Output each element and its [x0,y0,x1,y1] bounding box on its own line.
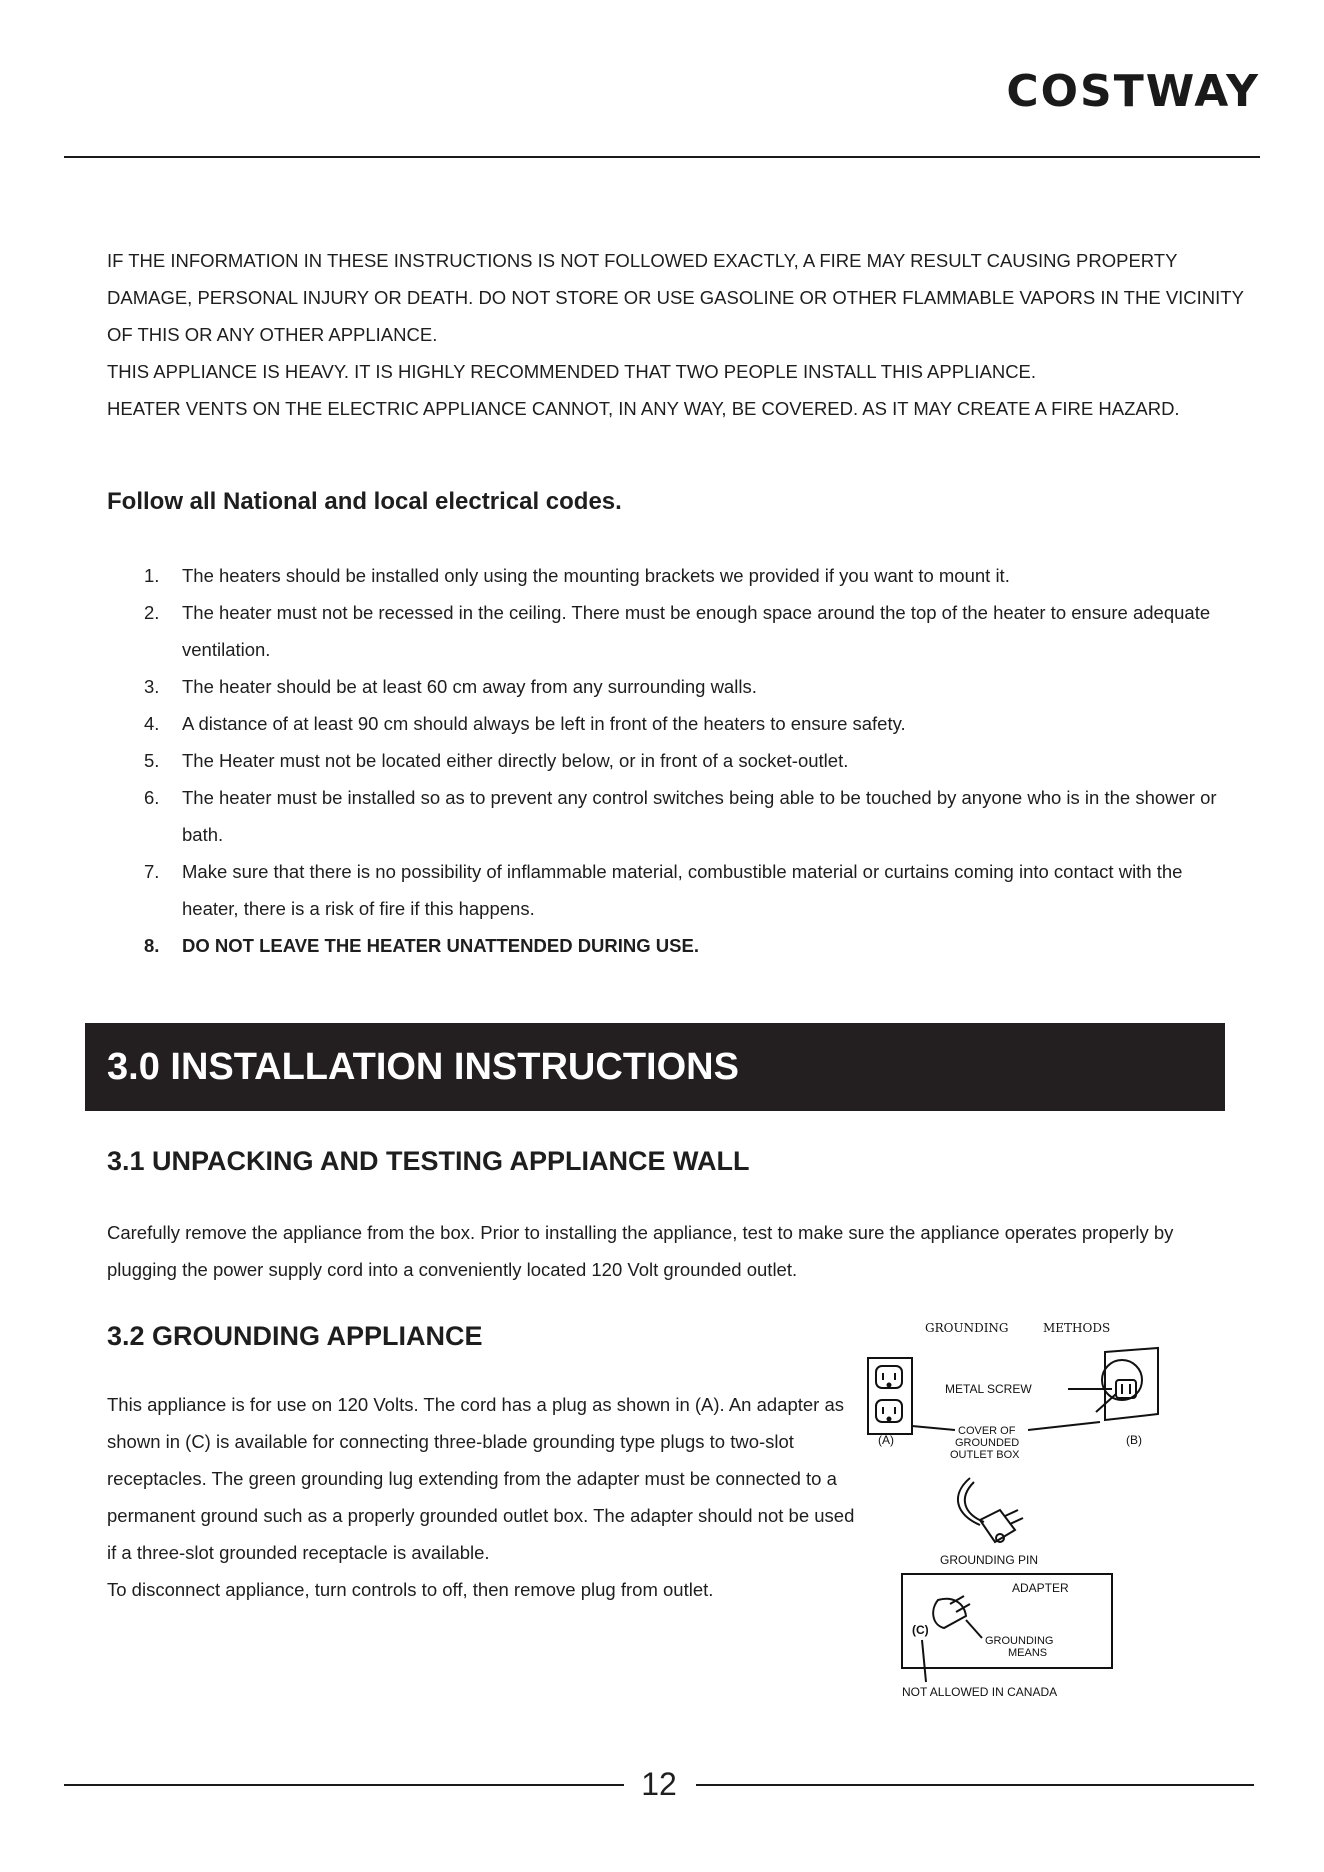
list-item [144,742,1234,779]
list-item-text: The Heater must not be located either directly below, or in front of a socket-outlet. [182,750,849,771]
cover-label-2: GROUNDED [955,1437,1020,1449]
list-item-text: DO NOT LEAVE THE HEATER UNATTENDED DURING USE. [182,935,699,956]
page-number: 12 [641,1766,677,1802]
list-item-number: 1. [144,565,160,586]
label-b: (B) [1126,1433,1142,1447]
section-title: 3.0 INSTALLATION INSTRUCTIONS [85,1023,1225,1111]
list-item [144,853,1234,927]
unpacking-body: Carefully remove the appliance from the box. Prior to installing the appliance, test to make sure the appliance operates properly by plugging the power supply cord into a conveniently located 120 Volt grounded outlet. [107,1222,1174,1280]
outlet-a-icon [868,1358,912,1434]
metal-screw-label: METAL SCREW [945,1382,1032,1396]
label-c: (C) [912,1623,929,1637]
list-item [144,927,1234,964]
list-item-number: 8. [144,935,160,956]
label-a: (A) [878,1433,894,1447]
diagram-title-right: METHODS [1043,1321,1111,1335]
adapter-icon [933,1596,982,1638]
grounding-body: This appliance is for use on 120 Volts. The cord has a plug as shown in (A). An adapter as shown in (C) is available for connecting three-blade grounding type plugs to two-slot receptacles. The green grounding lug extending from the adapter must be connected to a permanent ground such as a properly grounded outlet box. The adapter should not be used if a three-slot grounded receptacle is available. [107,1394,855,1563]
brand-logo: COSTWAY [1006,66,1260,117]
adapter-box [902,1574,1112,1668]
warning-block [107,242,1247,427]
cover-label-1: COVER OF [958,1425,1016,1437]
grounding-means-label-1: GROUNDING [985,1635,1054,1647]
outlet-b-icon [1096,1348,1158,1420]
codes-heading: Follow all National and local electrical codes. [107,488,622,515]
grounding-means-label-2: MEANS [1008,1647,1048,1659]
cover-label-3: OUTLET BOX [950,1449,1020,1461]
list-item-number: 4. [144,713,160,734]
plug-icon [958,1478,1023,1542]
list-item [144,557,1234,594]
rules-list [144,557,1234,964]
list-item [144,594,1234,668]
list-item [144,779,1234,853]
page-footer [64,1762,1254,1806]
list-item-number: 5. [144,750,160,771]
warning-line: HEATER VENTS ON THE ELECTRIC APPLIANCE CANNOT, IN ANY WAY, BE COVERED. AS IT MAY CREATE A FIRE HAZARD. [107,398,1180,419]
warning-line: THIS APPLIANCE IS HEAVY. IT IS HIGHLY RECOMMENDED THAT TWO PEOPLE INSTALL THIS APPLIANCE. [107,361,1037,382]
header-rule [64,156,1260,158]
list-item-text: The heaters should be installed only using the mounting brackets we provided if you want to mount it. [182,565,1010,586]
list-item-text: A distance of at least 90 cm should always be left in front of the heaters to ensure safety. [182,713,906,734]
list-item-number: 3. [144,676,160,697]
canada-label: NOT ALLOWED IN CANADA [902,1685,1058,1699]
list-item-text: The heater should be at least 60 cm away from any surrounding walls. [182,676,757,697]
grounding-methods-diagram [860,1310,1180,1710]
grounding-pin-label: GROUNDING PIN [940,1553,1039,1567]
list-item [144,668,1234,705]
list-item-number: 2. [144,602,160,623]
grounding-heading: 3.2 GROUNDING APPLIANCE [107,1321,483,1351]
disconnect-note: To disconnect appliance, turn controls to off, then remove plug from outlet. [107,1579,714,1600]
list-item-number: 6. [144,787,160,808]
list-item-number: 7. [144,861,160,882]
list-item [144,705,1234,742]
adapter-label: ADAPTER [1012,1581,1069,1595]
list-item-text: Make sure that there is no possibility of inflammable material, combustible material or curtains coming into contact with the heater, there is a risk of fire if this happens. [182,861,1183,919]
warning-line: IF THE INFORMATION IN THESE INSTRUCTIONS IS NOT FOLLOWED EXACTLY, A FIRE MAY RESULT CAUSING PROPERTY DAMAGE, PERSONAL INJURY OR DEATH. DO NOT STORE OR USE GASOLINE OR OTHER FLAMMABLE VAPORS IN THE VICINITY OF THIS OR ANY OTHER APPLIANCE. [107,250,1244,345]
list-item-text: The heater must not be recessed in the ceiling. There must be enough space around the top of the heater to ensure adequate ventilation. [182,602,1211,660]
diagram-title-left: GROUNDING [925,1321,1009,1335]
unpacking-heading: 3.1 UNPACKING AND TESTING APPLIANCE WALL [107,1146,750,1176]
grounding-text [107,1386,855,1608]
list-item-text: The heater must be installed so as to prevent any control switches being able to be touched by anyone who is in the shower or bath. [182,787,1217,845]
